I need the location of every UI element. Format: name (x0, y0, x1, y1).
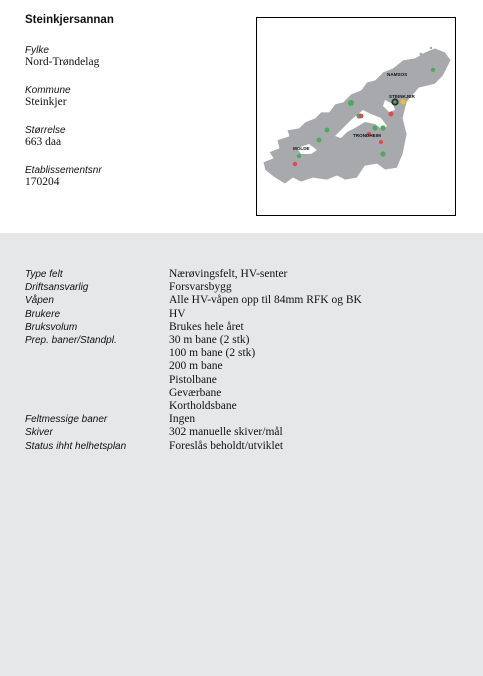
detail-value: Geværbane (169, 386, 222, 399)
marker-green (317, 138, 322, 143)
marker-red (359, 114, 364, 119)
marker-red (379, 140, 383, 144)
detail-value: Brukes hele året (169, 320, 244, 333)
marker-green (348, 100, 354, 106)
marker-red (293, 162, 297, 166)
detail-row-bruksvolum (25, 321, 465, 334)
detail-value: Alle HV-våpen opp til 84mm RFK og BK (169, 294, 362, 307)
detail-value: Forsvarsbygg (169, 281, 232, 294)
detail-key: Status ihht helhetsplan (25, 440, 127, 452)
marker-green (325, 128, 330, 133)
detail-key: Driftsansvarlig (25, 282, 89, 294)
detail-value: 30 m bane (2 stk) (169, 334, 250, 347)
details-table (25, 268, 465, 453)
field-value: Nord-Trøndelag (25, 56, 100, 68)
marker-green (431, 68, 435, 72)
field-label: Kommune (25, 85, 71, 96)
detail-value: Nærøvingsfelt, HV-senter (169, 268, 288, 280)
detail-key: Prep. baner/Standpl. (25, 335, 117, 347)
marker-yellow (401, 100, 406, 105)
map-label-steinkjer: STEINKJER (389, 94, 415, 99)
detail-row-status (25, 440, 465, 453)
detail-row-prep-baner (25, 334, 465, 413)
detail-value: 200 m bane (169, 360, 223, 373)
trondelag-map (257, 18, 455, 215)
detail-key: Feltmessige baner (25, 414, 108, 426)
detail-key: Skiver (25, 427, 53, 439)
field-fylke (25, 45, 99, 68)
marker-selected-core (393, 100, 397, 104)
detail-value: Ingen (169, 413, 196, 426)
detail-value: Kortholdsbane (169, 400, 237, 413)
field-value: Steinkjer (25, 96, 67, 108)
detail-value-list (169, 334, 255, 413)
location-map (256, 17, 456, 216)
detail-key: Type felt (25, 269, 63, 280)
detail-row-vapen (25, 294, 465, 307)
field-label: Størrelse (25, 125, 66, 136)
marker-green (372, 125, 377, 130)
field-etablissementsnr (25, 165, 102, 188)
field-value: 663 daa (25, 136, 62, 148)
detail-value: HV (169, 307, 186, 320)
page-title: Steinkjersannan (25, 14, 114, 26)
field-label: Etablissementsnr (25, 165, 102, 176)
marker-green (380, 125, 385, 130)
detail-value: 100 m bane (2 stk) (169, 347, 256, 360)
map-label-namsos: NAMSOS (387, 72, 408, 77)
detail-value: Pistolbane (169, 373, 217, 386)
map-label-molde: MOLDE (293, 146, 310, 151)
marker-red (389, 112, 394, 117)
field-kommune (25, 85, 71, 108)
detail-value: Foreslås beholdt/utviklet (169, 439, 284, 452)
detail-key: Bruksvolum (25, 321, 78, 333)
field-storrelse (25, 125, 66, 148)
detail-key: Våpen (25, 295, 54, 307)
field-label: Fylke (25, 45, 49, 56)
detail-row-brukere (25, 308, 465, 321)
map-label-trondheim: TRONDHEIM (353, 133, 381, 138)
detail-row-type-felt (25, 268, 465, 281)
detail-value: 302 manuelle skiver/mål (169, 426, 283, 439)
detail-key: Brukere (25, 308, 61, 320)
detail-row-driftsansvarlig (25, 281, 465, 294)
detail-row-skiver (25, 426, 465, 439)
marker-green (297, 154, 301, 158)
header-panel (0, 0, 483, 233)
detail-row-feltmessige-baner (25, 413, 465, 426)
marker-green (380, 151, 385, 156)
field-value: 170204 (25, 176, 60, 188)
